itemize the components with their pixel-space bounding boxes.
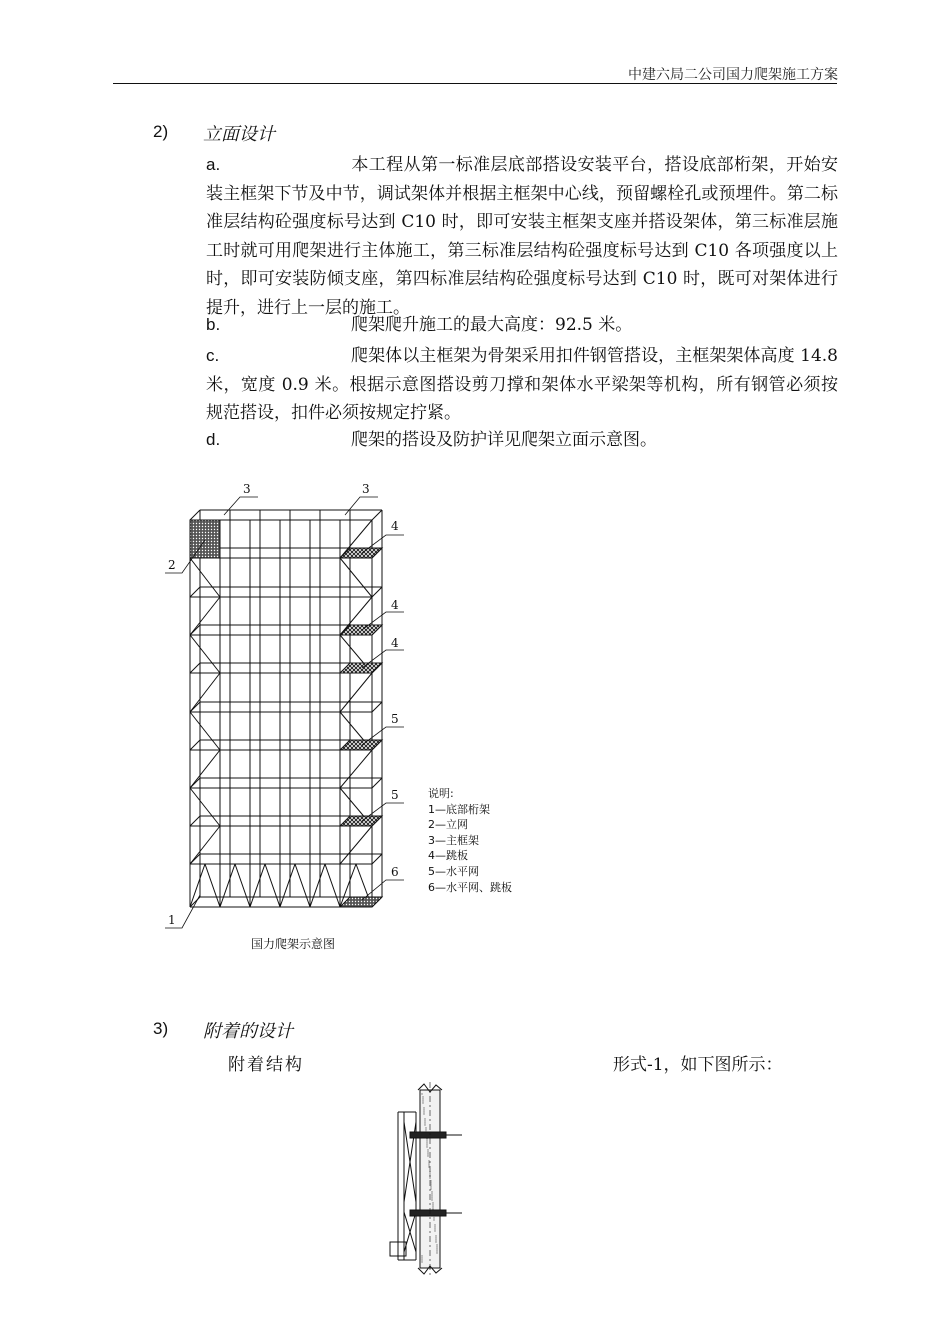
section3-title: 附着的设计 — [203, 1021, 293, 1042]
main-frame-brace — [190, 635, 220, 673]
bottom-truss-brace — [280, 864, 295, 907]
callout-6: 6 — [391, 865, 399, 879]
callout-3a: 3 — [243, 482, 251, 496]
main-frame-brace — [340, 826, 372, 864]
legend-item: 4—跳板 — [428, 849, 468, 863]
main-frame-brace — [190, 826, 220, 864]
attach-text-right: 形式-1，如下图所示： — [613, 1055, 783, 1075]
main-frame-brace — [190, 558, 220, 597]
callout-4a: 4 — [391, 519, 399, 533]
attachment-detail-diagram — [380, 1082, 500, 1282]
scaffold-tie — [372, 587, 382, 597]
bottom-truss-brace — [220, 864, 235, 907]
scaffold-tie — [190, 740, 200, 750]
bottom-truss-brace — [310, 864, 325, 907]
callout-5b: 5 — [391, 788, 399, 802]
attach-text-left: 附着结构 — [228, 1055, 304, 1075]
callout-3b: 3 — [362, 482, 370, 496]
main-frame-brace — [190, 788, 220, 826]
bottom-truss-brace — [325, 864, 340, 907]
scaffold-tie — [190, 510, 200, 520]
main-frame-brace — [190, 712, 220, 750]
legend-item: 3—主框架 — [428, 833, 479, 847]
scaffold-tie — [372, 854, 382, 864]
platform-board — [340, 740, 382, 750]
legend-item: 1—底部桁架 — [428, 802, 490, 816]
main-frame-brace — [190, 673, 220, 712]
item-label: c. — [206, 346, 220, 365]
item-text: 爬架体以主框架为骨架采用扣件钢管搭设，主框架架体高度 14.8 米，宽度 0.9 米。根据示意图搭设剪刀撑和架体水平梁架等机构，所有钢管必须按规范搭设，扣件必须按规定拧紧。 — [206, 346, 838, 423]
platform-board — [340, 625, 382, 635]
scaffold-tie — [372, 702, 382, 712]
bottom-truss-brace — [265, 864, 280, 907]
scaffold-tie — [190, 816, 200, 826]
platform-board — [340, 663, 382, 673]
bottom-truss-brace — [190, 864, 205, 907]
callout-4c: 4 — [391, 636, 399, 650]
section3-number: 3) — [153, 1019, 169, 1038]
bottom-truss-brace — [205, 864, 220, 907]
legend-title: 说明: — [428, 787, 454, 800]
scaffold-tie — [372, 778, 382, 788]
item-label: a. — [206, 155, 221, 174]
bottom-truss-brace — [295, 864, 310, 907]
legend-item: 6—水平网、跳板 — [428, 880, 512, 894]
callout-4b: 4 — [391, 598, 399, 612]
legend-item: 5—水平网 — [428, 864, 479, 878]
callout-1: 1 — [168, 913, 176, 927]
item-label: b. — [206, 315, 221, 334]
header-title: 中建六局二公司国力爬架施工方案 — [628, 67, 838, 83]
main-frame-brace — [340, 750, 372, 788]
bottom-truss-brace — [250, 864, 265, 907]
item-label: d. — [206, 430, 221, 449]
main-frame-brace — [190, 750, 220, 788]
section2-title: 立面设计 — [203, 124, 275, 145]
bottom-truss-brace — [235, 864, 250, 907]
item-text: 本工程从第一标准层底部搭设安装平台，搭设底部桁架，开始安装主框架下节及中节，调试架体并根据主框架中心线，预留螺栓孔或预埋件。第二标准层结构砼强度标号达到 C10 时，即可安装主框架支座并搭设架体，第三标准层施工时就可用爬架进行主体施工，第三标准层结构砼强度标号达到 C10 各项强度以上时，即可安装防倾支座，第四标准层结构砼强度标号达到 C10 时，既可对架体进行提升，进行上一层的施工。 — [206, 155, 838, 318]
platform-board — [340, 816, 382, 826]
scaffold-tie — [372, 510, 382, 520]
bottom-platform — [340, 897, 382, 907]
platform-board — [340, 548, 382, 558]
figure-legend — [428, 786, 512, 895]
callout-2: 2 — [168, 558, 176, 572]
main-frame-brace — [190, 597, 220, 635]
item-text: 爬架的搭设及防护详见爬架立面示意图。 — [351, 430, 657, 450]
main-frame-brace — [340, 673, 372, 712]
vertical-net — [190, 520, 220, 558]
scaffold-tie — [190, 587, 200, 597]
callout-5a: 5 — [391, 712, 399, 726]
legend-item: 2—立网 — [428, 818, 468, 832]
figure-caption: 国力爬架示意图 — [251, 937, 336, 951]
callout-leader-3a — [224, 497, 258, 515]
main-frame-brace — [340, 558, 372, 597]
section2-number: 2) — [153, 122, 169, 141]
scaffold-tie — [190, 663, 200, 673]
item-text: 爬架爬升施工的最大高度：92.5 米。 — [351, 315, 633, 335]
